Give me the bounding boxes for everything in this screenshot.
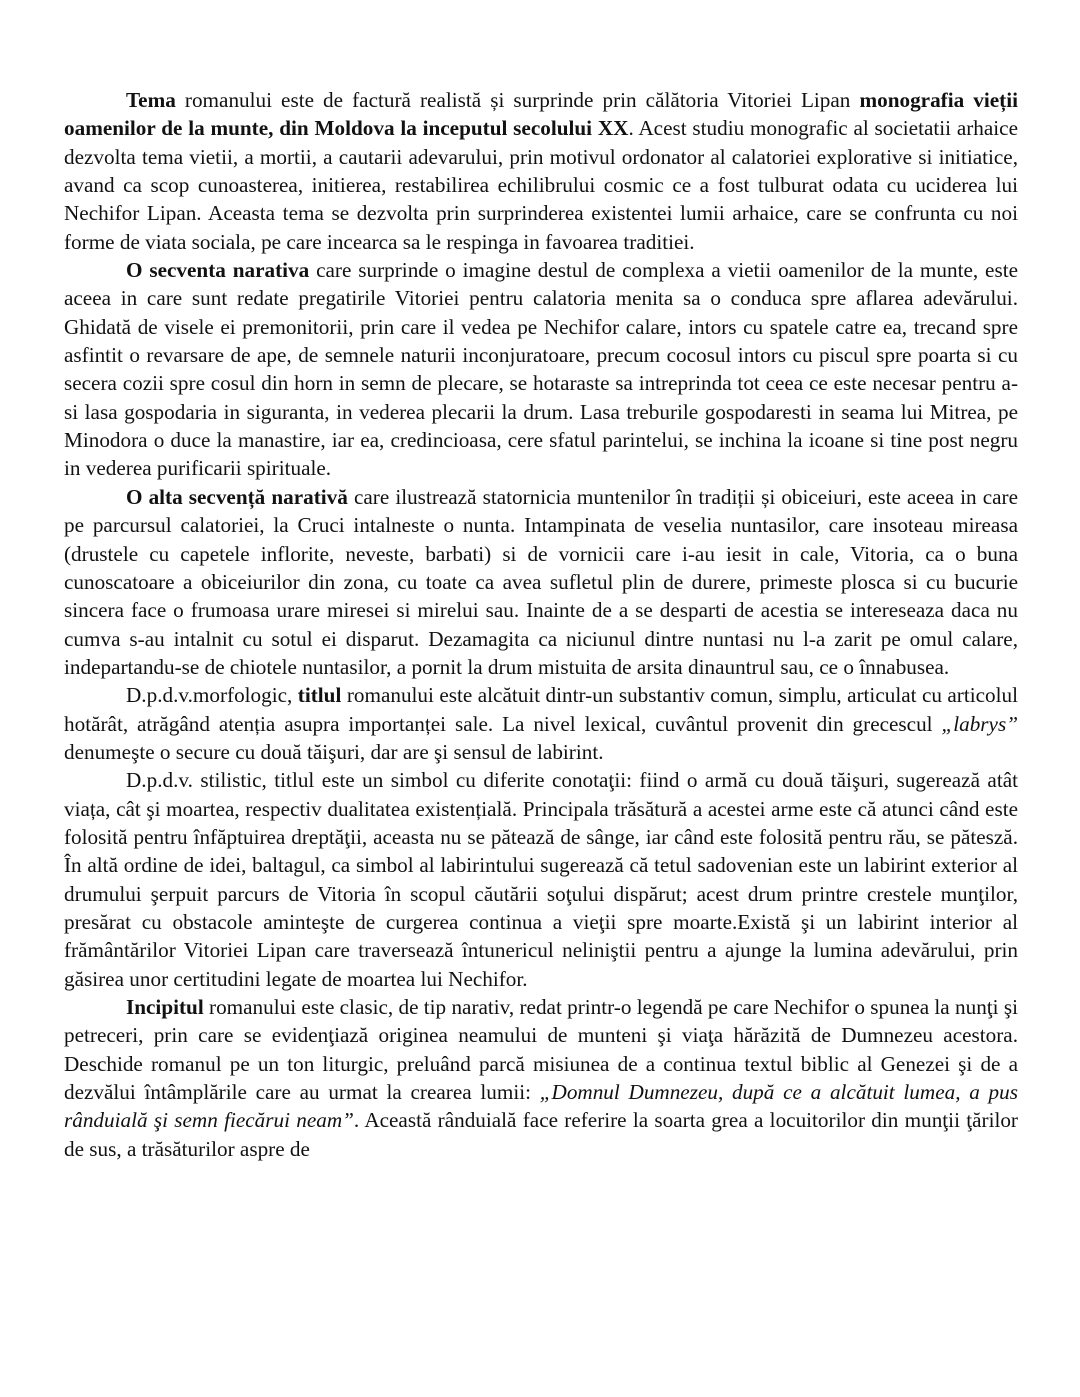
italic-term-labrys: „labrys”: [941, 711, 1018, 736]
paragraph-secventa-narativa: [64, 256, 1018, 483]
bold-phrase-monografia: monografia vieții oamenilor de la munte, din Moldova la inceputul secolului XX: [64, 88, 1018, 141]
paragraph-text: care ilustrează statornicia muntenilor în tradiții și obiceiuri, este aceea in care pe parcursul calatoriei, la Cruci intalneste o nunta. Intampinata de veselia nuntasilor, care insoteau mireasa (drustele cu capetele inflorite, neveste, barbati) si de vornicii care i-au iesit in cale, Vitoria, ca o buna cunoscatoare a obiceiurilor din zona, cu toate ca avea sufletul plin de durere, primeste plosca si cu bucurie sincera face o frumoasa urare miresei si mirelui sau. Inainte de a se desparti de acestia se intereseaza daca nu cumva s-au intalnit cu sotul ei disparut. Dezamagita ca niciunul dintre nuntasi nu l-a zarit pe omul calare, indepartandu-se de chiotele nuntasilor, a pornit la drum mistuita de arsita dinauntrul sau, ce o înnabusea.: [64, 484, 1018, 679]
bold-term-titlul: titlul: [297, 683, 342, 708]
paragraph-incipitul: [64, 993, 1018, 1163]
paragraph-text: D.p.d.v.morfologic,: [126, 683, 298, 708]
bold-term-alta-secventa: O alta secvență narativă: [126, 484, 348, 509]
paragraph-text: romanului este de factură realistă și surprinde prin călătoria Vitoriei Lipan: [175, 88, 860, 112]
paragraph-text: . Acest studiu monografic al societatii arhaice dezvolta tema vietii, a mortii, a cautarii adevarului, prin motivul ordonator al calatoriei explorative si initiatice, avand ca scop cunoasterea, initierea, restabilirea echilibrului cosmic ce a fost tulburat odata cu uciderea lui Nechifor Lipan. Aceasta tema se dezvolta prin surprinderea existentei lumii arhaice, care se confrunta cu noi forme de viata sociala, pe care incearca sa le respinga in favoarea traditiei.: [64, 116, 1018, 254]
paragraph-alta-secventa: [64, 483, 1018, 681]
paragraph-text: romanului este clasic, de tip narativ, redat printr-o legendă pe care Nechifor o spunea la nunţi şi petreceri, prin care se evidenţiază originea neamului de munteni şi viaţa hărăzită de Dumnezeu acestora. Deschide romanul pe un ton liturgic, preluând parcă misiunea de a continua textul biblic al Genezei şi de a dezvălui întâmplările care au urmat la crearea lumii:: [64, 995, 1018, 1105]
italic-quote-genezei: „Domnul Dumnezeu, după ce a alcătuit lumea, a pus rânduială şi semn fiecărui neam”: [64, 1080, 1018, 1133]
bold-term-tema: Tema: [126, 88, 176, 112]
bold-term-incipitul: Incipitul: [126, 995, 204, 1019]
paragraph-text: romanului este alcătuit dintr-un substantiv comun, simplu, articulat cu articolul hotărât, atrăgând atenția asupra importanței sale. La nivel lexical, cuvântul provenit din grecescul: [64, 683, 1018, 736]
paragraph-stilistic: [64, 766, 1018, 993]
paragraph-text: denumeşte o secure cu două tăişuri, dar are şi sensul de labirint.: [64, 739, 604, 764]
paragraph-text: . Această rânduială face referire la soarta grea a locuitorilor din munţii ţărilor de sus, a trăsăturilor aspre de: [64, 1108, 1018, 1161]
bold-term-secventa-narativa: O secventa narativa: [126, 258, 310, 283]
paragraph-text: care surprinde o imagine destul de complexa a vietii oamenilor de la munte, este aceea in care sunt redate pregatirile Vitoriei pentru calatoria menita sa o conduca spre aflarea adevărului. Ghidată de visele ei premonitorii, prin care il vedea pe Nechifor calare, intors cu spatele catre ea, trecand spre asfintit o revarsare de ape, de semnele naturii inconjuratoare, precum cocosul intors cu piscul spre poarta si cu secera cozii spre cosul din horn in semn de plecare, se hotaraste sa intreprinda tot ceea ce este necesar pentru a-si lasa gospodaria in siguranta, in vederea plecarii la drum. Lasa treburile gospodaresti in seama lui Mitrea, pe Minodora o duce la manastire, iar ea, credincioasa, cere sfatul parintelui, se inchina la icoane si tine post negru in vederea purificarii spirituale.: [64, 258, 1018, 481]
paragraph-text: D.p.d.v. stilistic, titlul este un simbol cu diferite conotaţii: fiind o armă cu două tăişuri, sugerează atât viața, cât şi moartea, respectiv dualitatea existențială. Principala trăsătură a acestei arme este că atunci când este folosită pentru înfăptuirea dreptăţii, aceasta nu se pătează de sânge, iar când este folosită pentru rău, se pătesză. În altă ordine de idei, baltagul, ca simbol al labirintului sugerează că tetul sadovenian este un labirint exterior al drumului şerpuit parcurs de Vitoria în scopul căutării soţului dispărut; acest drum printre crestele munţilor, presărat cu obstacole aminteşte de curgerea continua a vieţii spre moarte.Există şi un labirint interior al frământărilor Vitoriei Lipan care traversează întunericul neliniştii pentru a ajunge la lumina adevărului, prin găsirea unor certitudini legate de moartea lui Nechifor.: [64, 768, 1018, 991]
paragraph-morfologic: [64, 681, 1018, 766]
paragraph-tema: [64, 86, 1018, 256]
